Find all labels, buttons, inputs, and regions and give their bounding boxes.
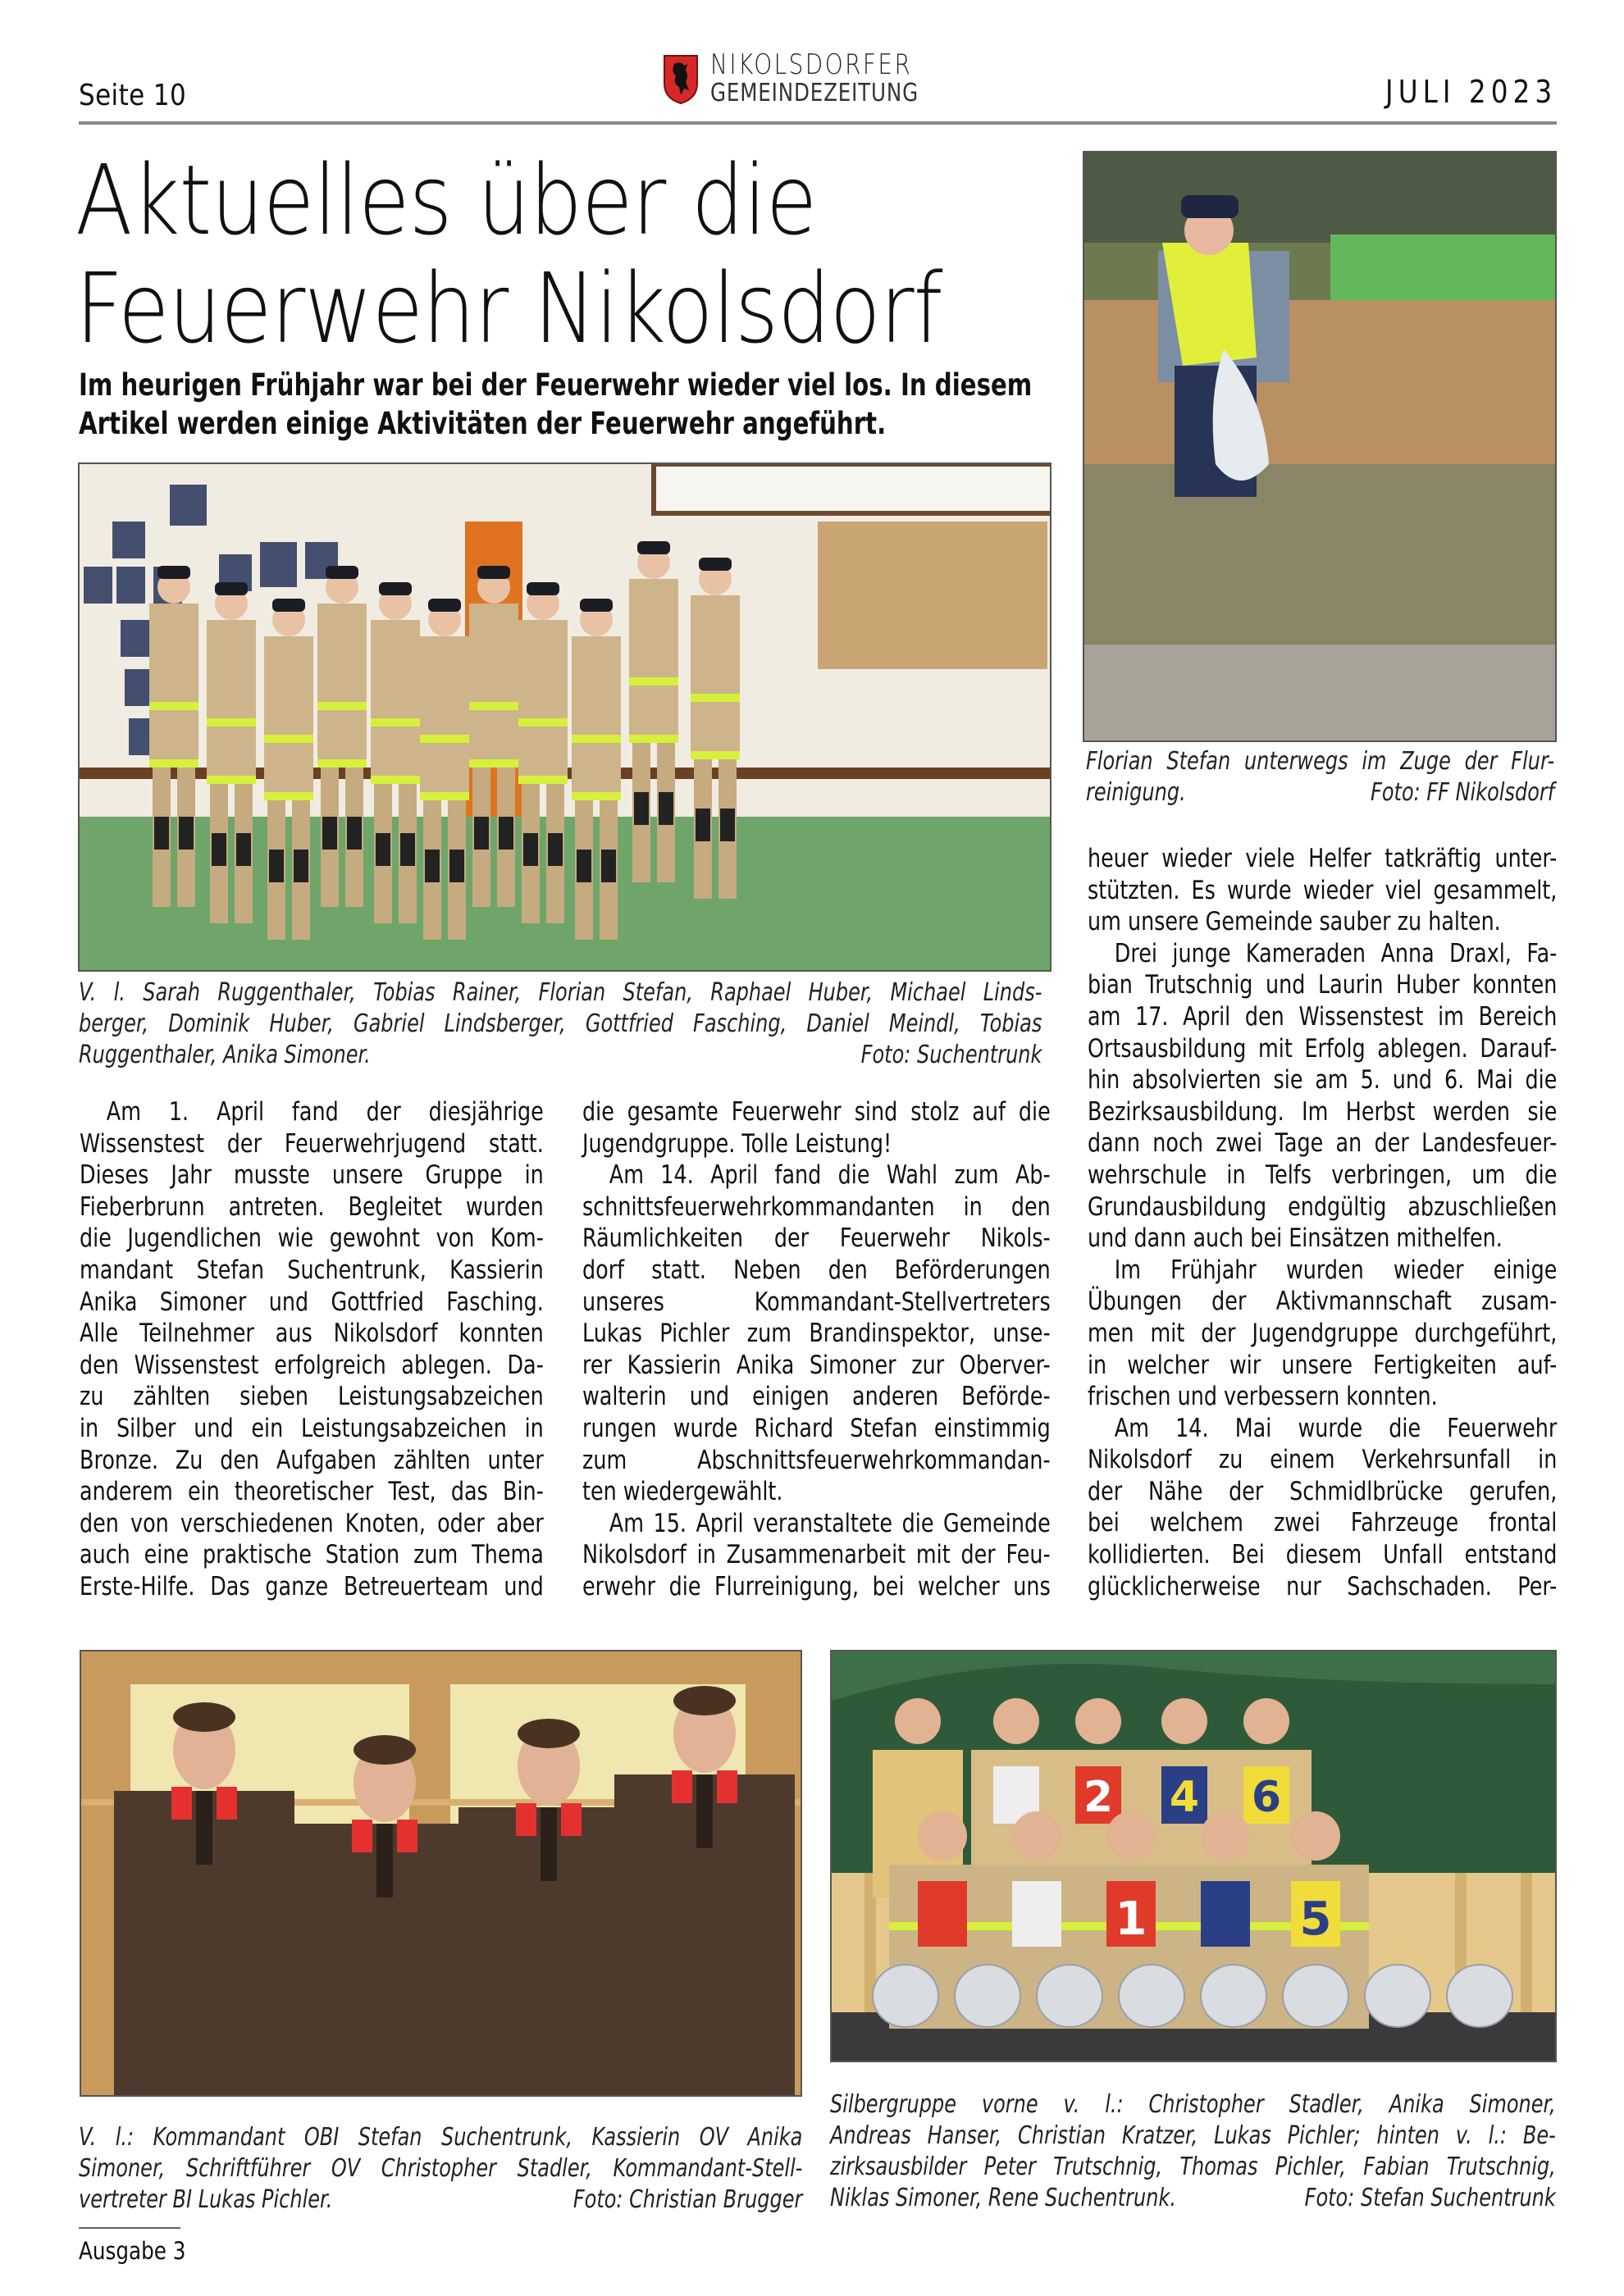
lead-line-2: Artikel werden einige Aktivitäten der Feuerwehr angeführt. — [79, 406, 887, 441]
caption-line: zirksausbilder Peter Trutschnig, Thomas Pichler, Fabian Trutschnig, — [830, 2152, 1556, 2181]
issue-date: JULI 2023 — [1385, 74, 1557, 110]
body-line: wehrschule in Telfs verbringen, um die — [1088, 1159, 1558, 1190]
bib-number: 1 — [1115, 1893, 1147, 1946]
body-line: Am 14. Mai wurde die Feuerwehr — [1114, 1413, 1558, 1443]
caption-line: Silbergruppe vorne v. l.: Christopher Stadler, Anika Simoner, — [830, 2090, 1556, 2119]
body-line: den Wissenstest erfolgreich ablegen. Da- — [80, 1350, 544, 1380]
uniform-photo-illustration — [81, 1651, 802, 2097]
body-line: Fieberbrunn antreten. Begleitet wurden — [80, 1191, 544, 1222]
helmet — [873, 1965, 938, 2027]
body-line: in Silber und ein Leistungsabzeichen in — [80, 1413, 544, 1443]
coat-of-arms-icon — [663, 54, 699, 105]
body-line: Bronze. Zu den Aufgaben zählten unter — [80, 1445, 544, 1475]
body-line: den von verschiedenen Knoten, oder aber — [80, 1508, 544, 1538]
helmet — [1037, 1965, 1102, 2027]
silver-group-photo — [830, 1650, 1557, 2062]
body-line: heuer wieder viele Helfer tatkräftig unter- — [1088, 844, 1558, 873]
cleanup-photo-illustration — [1084, 153, 1557, 742]
helmet — [1447, 1965, 1512, 2027]
body-line: ten wiedergewählt. — [582, 1477, 783, 1507]
body-line: rungen wurde Richard Stefan einstimmig — [582, 1413, 1051, 1443]
silver-group-photo-caption — [830, 2089, 1556, 2214]
helmet — [1119, 1965, 1184, 2027]
body-line: Lukas Pichler zum Brandinspektor, unse- — [582, 1319, 1051, 1349]
body-line: Im Frühjahr wurden wieder einige — [1114, 1255, 1558, 1285]
caption-line: Simoner, Schriftführer OV Christopher Stadler, Kommandant-Stell- — [79, 2154, 803, 2183]
body-line: um unsere Gemeinde sauber zu halten. — [1088, 907, 1501, 937]
title-line-1: Aktuelles über die — [75, 144, 817, 257]
photo-credit: Foto: Christian Brugger — [573, 2185, 803, 2214]
body-column-1 — [80, 1096, 544, 1603]
bib-number: 4 — [1169, 1773, 1200, 1822]
body-line: anderem ein theoretischer Test, das Bin- — [80, 1477, 544, 1507]
body-line: und dann auch bei Einsätzen mithelfen. — [1088, 1223, 1503, 1254]
body-line: Ortsausbildung mit Erfolg ablegen. Darauf- — [1088, 1033, 1558, 1064]
body-line: die gesamte Feuerwehr sind stolz auf die — [582, 1097, 1051, 1127]
helmet — [1201, 1965, 1266, 2027]
body-line: Dieses Jahr musste unsere Gruppe in — [80, 1160, 544, 1191]
body-line: dann noch zwei Tage an der Landesfeuer- — [1088, 1128, 1558, 1159]
body-line: men mit der Jugendgruppe durchgeführt, — [1088, 1318, 1558, 1348]
body-line: frischen und verbessern konnten. — [1088, 1382, 1438, 1412]
caption-line: Niklas Simoner, Rene Suchentrunk. — [830, 2184, 1176, 2212]
caption-line: Florian Stefan unterwegs im Zuge der Flur- — [1086, 747, 1555, 776]
body-line: Drei junge Kameraden Anna Draxl, Fa- — [1114, 938, 1558, 968]
helmet — [1283, 1965, 1348, 2027]
body-line: bei welchem zwei Fahrzeuge frontal — [1088, 1508, 1558, 1538]
uniform-photo — [80, 1650, 802, 2097]
helmet — [955, 1965, 1020, 2027]
cleanup-photo — [1083, 151, 1557, 742]
body-line: Nikolsdorf zu einem Verkehrsunfall in — [1088, 1445, 1558, 1475]
bib-number: 5 — [1299, 1893, 1332, 1946]
caption-line: vertreter BI Lukas Pichler. — [79, 2185, 333, 2214]
title-line-2: Feuerwehr Nikolsdorf — [75, 252, 942, 365]
body-line: schnittsfeuerwehrkommandanten in den — [582, 1191, 1051, 1222]
body-line: Erste-Hilfe. Das ganze Betreuerteam und — [80, 1571, 544, 1601]
body-line: am 17. April den Wissenstest im Bereich — [1088, 1001, 1558, 1032]
caption-line: berger, Dominik Huber, Gabriel Lindsberger, Gottfried Fasching, Daniel Meindl, Tobias — [79, 1009, 1042, 1038]
page-number: Seite 10 — [79, 79, 187, 112]
body-line: Am 14. April fand die Wahl zum Ab- — [609, 1160, 1051, 1191]
caption-line: reinigung. — [1086, 778, 1186, 807]
body-line: zum Abschnittsfeuerwehrkommandan- — [582, 1445, 1051, 1475]
helmet — [1365, 1965, 1430, 2027]
masthead — [663, 48, 965, 107]
body-line: erwehr die Flurreinigung, bei welcher uns — [582, 1571, 1051, 1601]
body-line: zu zählten sieben Leistungsabzeichen — [80, 1382, 544, 1412]
group-photo-illustration — [80, 464, 1051, 972]
body-line: mandant Stefan Suchentrunk, Kassierin — [80, 1255, 544, 1285]
group-photo — [78, 462, 1051, 972]
group-photo-caption — [79, 977, 1042, 1071]
body-line: unseres Kommandant-Stellvertreters — [582, 1287, 1051, 1317]
body-column-3 — [1088, 843, 1557, 1602]
body-line: kollidierten. Bei diesem Unfall entstand — [1088, 1540, 1558, 1570]
body-line: bian Trutschnig und Laurin Huber konnten — [1088, 970, 1558, 1000]
bib-number: 2 — [1083, 1773, 1114, 1822]
photo-credit: Foto: Suchentrunk — [860, 1041, 1042, 1069]
photo-credit: Foto: Stefan Suchentrunk — [1304, 2184, 1556, 2212]
body-line: Am 1. April fand der diesjährige — [106, 1097, 544, 1127]
caption-line: Andreas Hanser, Christian Kratzer, Lukas Pichler; hinten v. l.: Be- — [830, 2121, 1556, 2150]
body-line: auch eine praktische Station zum Thema — [80, 1540, 544, 1570]
body-line: Übungen der Aktivmannschaft zusam- — [1088, 1287, 1558, 1317]
header-divider — [79, 121, 1557, 125]
body-line: Nikolsdorf in Zusammenarbeit mit der Feu- — [582, 1540, 1051, 1570]
body-line: in welcher wir unsere Fertigkeiten auf- — [1088, 1350, 1558, 1380]
masthead-title: NIKOLSDORFER — [710, 48, 913, 81]
caption-line: V. l. Sarah Ruggenthaler, Tobias Rainer, Florian Stefan, Raphael Huber, Michael Linds- — [79, 978, 1042, 1007]
body-line: rer Kassierin Anika Simoner zur Oberver- — [582, 1350, 1051, 1380]
silver-group-photo-illustration — [832, 1651, 1557, 2062]
body-line: der Nähe der Schmidlbrücke gerufen, — [1088, 1476, 1558, 1506]
lead-line-1: Im heurigen Frühjahr war bei der Feuerwehr wieder viel los. In diesem — [79, 367, 1033, 403]
body-line: Wissenstest der Feuerwehrjugend statt. — [80, 1128, 544, 1159]
body-line: hin absolvierten sie am 5. und 6. Mai die — [1088, 1065, 1558, 1096]
caption-line: Ruggenthaler, Anika Simoner. — [79, 1041, 371, 1069]
body-line: walterin und einigen anderen Beförde- — [582, 1382, 1051, 1412]
article-title — [75, 144, 942, 365]
body-column-2 — [582, 1096, 1051, 1603]
body-line: dorf statt. Neben den Beförderungen — [582, 1255, 1051, 1285]
caption-line: V. l.: Kommandant OBI Stefan Suchentrunk, Kassierin OV Anika — [79, 2123, 803, 2152]
body-line: Räumlichkeiten der Feuerwehr Nikols- — [582, 1223, 1051, 1254]
body-line: Jugendgruppe. Tolle Leistung! — [582, 1128, 892, 1159]
masthead-subtitle: GEMEINDEZEITUNG — [710, 79, 919, 107]
article-lead — [79, 366, 1033, 443]
body-line: Bezirksausbildung. Im Herbst werden sie — [1088, 1096, 1558, 1127]
bib-number: 6 — [1251, 1773, 1282, 1822]
body-line: Am 15. April veranstaltete die Gemeinde — [609, 1508, 1051, 1538]
footer-divider — [79, 2227, 180, 2229]
body-line: Anika Simoner und Gottfried Fasching. — [80, 1287, 544, 1317]
issue-number: Ausgabe 3 — [79, 2237, 186, 2265]
photo-credit: Foto: FF Nikolsdorf — [1371, 778, 1555, 807]
uniform-photo-caption — [79, 2122, 802, 2216]
cleanup-photo-caption — [1086, 746, 1554, 809]
body-line: Alle Teilnehmer aus Nikolsdorf konnten — [80, 1319, 544, 1349]
body-line: Grundausbildung endgültig abzuschließen — [1088, 1191, 1558, 1222]
body-line: glücklicherweise nur Sachschaden. Per- — [1088, 1571, 1558, 1601]
body-line: stützten. Es wurde wieder viel gesammelt, — [1088, 875, 1558, 905]
body-line: die Jugendlichen wie gewohnt von Kom- — [80, 1223, 544, 1254]
